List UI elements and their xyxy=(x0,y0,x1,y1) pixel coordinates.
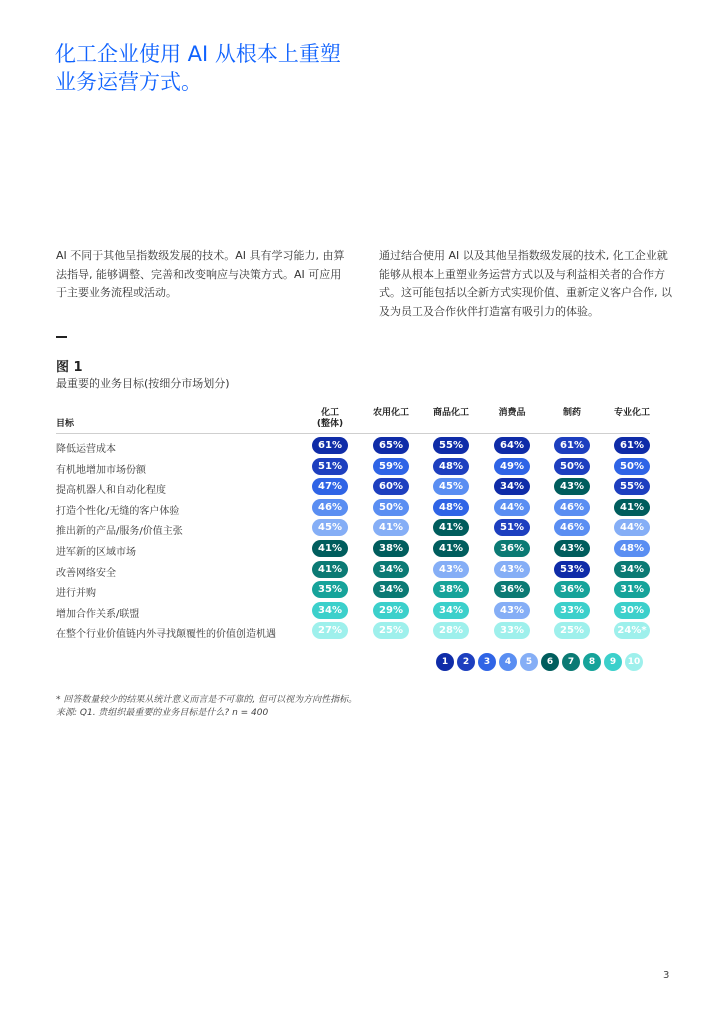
page-title xyxy=(55,40,455,96)
page-title-line1: 化工企业使用 AI 从根本上重塑 xyxy=(55,42,341,66)
table-row xyxy=(0,540,724,560)
table-row xyxy=(0,478,724,498)
value-pill: 61% xyxy=(312,437,348,454)
value-pill: 46% xyxy=(312,499,348,516)
value-pill: 48% xyxy=(433,499,469,516)
value-pill: 34% xyxy=(312,602,348,619)
value-pill: 38% xyxy=(433,581,469,598)
value-pill: 36% xyxy=(554,581,590,598)
figure-rule xyxy=(56,336,67,338)
value-pill: 50% xyxy=(373,499,409,516)
column-header-3 xyxy=(433,408,469,419)
value-pill: 59% xyxy=(373,458,409,475)
column-header-line1: 消费品 xyxy=(498,408,526,418)
value-pill: 43% xyxy=(554,478,590,495)
value-pill: 34% xyxy=(494,478,530,495)
value-pill: 25% xyxy=(554,622,590,639)
value-pill: 34% xyxy=(373,581,409,598)
value-pill: 33% xyxy=(554,602,590,619)
value-pill: 33% xyxy=(494,622,530,639)
row-label: 改善网络安全 xyxy=(56,567,116,579)
value-pill: 61% xyxy=(554,437,590,454)
column-header-line2: (整体) xyxy=(316,419,344,429)
page-title-line2: 业务运营方式。 xyxy=(55,70,202,94)
value-pill: 47% xyxy=(312,478,348,495)
legend-rank-8: 8 xyxy=(583,653,601,671)
value-pill: 53% xyxy=(554,561,590,578)
value-pill: 61% xyxy=(614,437,650,454)
column-header-1 xyxy=(317,408,343,430)
value-pill: 43% xyxy=(433,561,469,578)
value-pill: 41% xyxy=(433,519,469,536)
legend-rank-10: 10 xyxy=(625,653,643,671)
row-label: 增加合作关系/联盟 xyxy=(56,608,140,620)
value-pill: 65% xyxy=(373,437,409,454)
value-pill: 43% xyxy=(494,602,530,619)
footnote-source: 来源: Q1. 贵组织最重要的业务目标是什么? n = 400 xyxy=(56,708,269,718)
figure-label: 图 1 xyxy=(56,360,83,375)
value-pill: 34% xyxy=(433,602,469,619)
goal-column-header: 目标 xyxy=(56,419,75,429)
legend-rank-9: 9 xyxy=(604,653,622,671)
table-row xyxy=(0,561,724,581)
column-header-line1: 农用化工 xyxy=(372,408,410,418)
value-pill: 29% xyxy=(373,602,409,619)
column-header-line1: 专业化工 xyxy=(613,408,651,418)
value-pill: 24%* xyxy=(614,622,650,639)
value-pill: 43% xyxy=(554,540,590,557)
column-header-4 xyxy=(498,408,525,419)
value-pill: 36% xyxy=(494,540,530,557)
table-row xyxy=(0,519,724,539)
value-pill: 34% xyxy=(373,561,409,578)
header-divider xyxy=(56,433,650,434)
legend-rank-4: 4 xyxy=(499,653,517,671)
value-pill: 41% xyxy=(373,519,409,536)
value-pill: 46% xyxy=(554,519,590,536)
value-pill: 41% xyxy=(312,561,348,578)
row-label: 在整个行业价值链内外寻找颠覆性的价值创造机遇 xyxy=(56,629,276,641)
value-pill: 25% xyxy=(373,622,409,639)
legend-rank-6: 6 xyxy=(541,653,559,671)
table-row xyxy=(0,602,724,622)
value-pill: 43% xyxy=(494,561,530,578)
value-pill: 64% xyxy=(494,437,530,454)
column-header-line1: 商品化工 xyxy=(432,408,470,418)
table-row xyxy=(0,437,724,457)
row-label: 推出新的产品/服务/价值主张 xyxy=(56,526,183,538)
column-header-line1: 制药 xyxy=(562,408,582,418)
intro-left-paragraph: AI 不同于其他呈指数级发展的技术。AI 具有学习能力, 由算法指导, 能够调整、完善和改变响应与决策方式。AI 可应用于主要业务流程或活动。 xyxy=(56,249,345,299)
row-label: 进行并购 xyxy=(56,588,96,600)
value-pill: 50% xyxy=(554,458,590,475)
column-header-2 xyxy=(373,408,409,419)
table-row xyxy=(0,622,724,642)
column-header-5 xyxy=(563,408,581,419)
value-pill: 36% xyxy=(494,581,530,598)
intro-right-paragraph: 通过结合使用 AI 以及其他呈指数级发展的技术, 化工企业就能够从根本上重塑业务运营方式以及与利益相关者的合作方式。这可能包括以全新方式实现价值、重新定义客户合作, 以及为员工及合作伙伴打造富有吸引力的体验。 xyxy=(379,249,672,318)
value-pill: 41% xyxy=(312,540,348,557)
value-pill: 55% xyxy=(433,437,469,454)
row-label: 打造个性化/无缝的客户体验 xyxy=(56,505,180,517)
value-pill: 44% xyxy=(494,499,530,516)
value-pill: 38% xyxy=(373,540,409,557)
value-pill: 41% xyxy=(433,540,469,557)
value-pill: 55% xyxy=(614,478,650,495)
figure-subtitle: 最重要的业务目标(按细分市场划分) xyxy=(56,377,230,390)
value-pill: 35% xyxy=(312,581,348,598)
value-pill: 30% xyxy=(614,602,650,619)
legend-rank-3: 3 xyxy=(478,653,496,671)
page-number: 3 xyxy=(663,970,670,981)
value-pill: 48% xyxy=(433,458,469,475)
column-header-line1: 化工 xyxy=(320,408,340,418)
footnote-reliability: * 回答数量较少的结果从统计意义而言是不可靠的, 但可以视为方向性指标。 xyxy=(56,695,358,705)
table-row xyxy=(0,458,724,478)
value-pill: 48% xyxy=(614,540,650,557)
value-pill: 51% xyxy=(494,519,530,536)
table-row xyxy=(0,499,724,519)
legend-rank-2: 2 xyxy=(457,653,475,671)
value-pill: 46% xyxy=(554,499,590,516)
row-label: 进军新的区域市场 xyxy=(56,547,136,558)
value-pill: 34% xyxy=(614,561,650,578)
value-pill: 41% xyxy=(614,499,650,516)
row-label: 降低运营成本 xyxy=(56,444,116,455)
value-pill: 60% xyxy=(373,478,409,495)
value-pill: 50% xyxy=(614,458,650,475)
legend-rank-7: 7 xyxy=(562,653,580,671)
value-pill: 51% xyxy=(312,458,348,475)
value-pill: 45% xyxy=(433,478,469,495)
table-row xyxy=(0,581,724,601)
value-pill: 49% xyxy=(494,458,530,475)
column-header-6 xyxy=(614,408,650,419)
row-label: 提高机器人和自动化程度 xyxy=(56,485,166,497)
value-pill: 44% xyxy=(614,519,650,536)
value-pill: 28% xyxy=(433,622,469,639)
value-pill: 45% xyxy=(312,519,348,536)
legend-rank-1: 1 xyxy=(436,653,454,671)
value-pill: 31% xyxy=(614,581,650,598)
row-label: 有机地增加市场份额 xyxy=(56,464,146,476)
value-pill: 27% xyxy=(312,622,348,639)
legend-rank-5: 5 xyxy=(520,653,538,671)
